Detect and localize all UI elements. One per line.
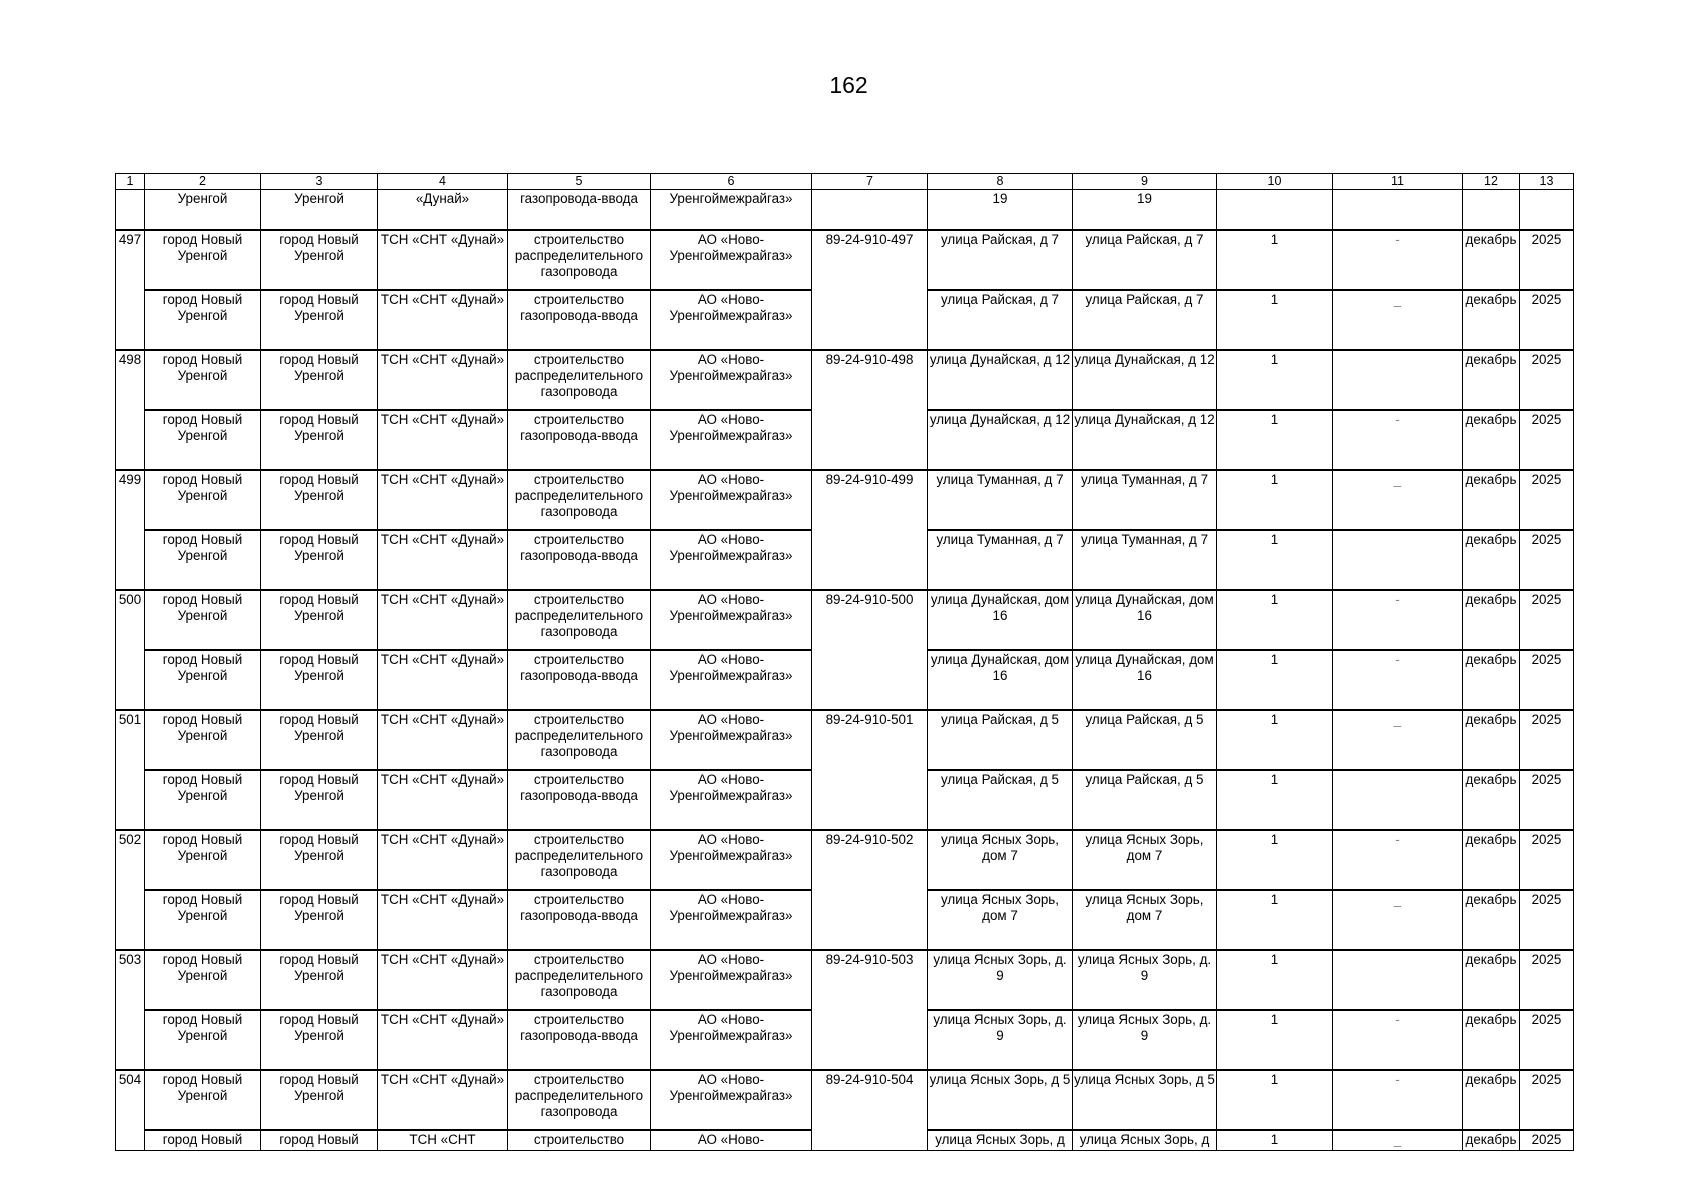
cell-applicant: ТСН «СНТ «Дунай»	[378, 290, 508, 350]
cell-month: декабрь	[1463, 290, 1520, 350]
cell-quantity: 1	[1217, 890, 1333, 950]
register-table	[115, 173, 1574, 1151]
cell-year	[1520, 190, 1574, 231]
table-row	[116, 590, 1574, 650]
cell-object-code: 89-24-910-500	[812, 590, 928, 710]
header-cell-quantity: 10	[1217, 174, 1333, 190]
cell-operator: АО «Ново-Уренгоймежрайгаз»	[651, 590, 812, 650]
cell-settlement: город Новый Уренгой	[145, 890, 261, 950]
cell-address-to: улица Райская, д 5	[1073, 770, 1217, 830]
cell-settlement: город Новый Уренгой	[145, 530, 261, 590]
cell-applicant: ТСН «СНТ «Дунай»	[378, 350, 508, 410]
cell-applicant: «Дунай»	[378, 190, 508, 231]
cell-year: 2025	[1520, 890, 1574, 950]
table-row	[116, 470, 1574, 530]
cell-work-type: строительство распределительного газопровода	[508, 950, 651, 1010]
header-cell-operator: 6	[651, 174, 812, 190]
cell-operator: АО «Ново-	[651, 1130, 812, 1151]
cell-year: 2025	[1520, 470, 1574, 530]
cell-work-type: строительство распределительного газопровода	[508, 1070, 651, 1130]
cell-address-from: улица Ясных Зорь, д 5	[928, 1070, 1073, 1130]
cell-work-type: строительство распределительного газопровода	[508, 350, 651, 410]
cell-work-type: строительство газопровода-ввода	[508, 290, 651, 350]
cell-quantity: 1	[1217, 590, 1333, 650]
cell-note: -	[1333, 1070, 1463, 1130]
cell-municipality: город Новый Уренгой	[261, 710, 378, 770]
cell-row-number: 501	[116, 710, 145, 830]
cell-quantity: 1	[1217, 770, 1333, 830]
cell-settlement: город Новый Уренгой	[145, 770, 261, 830]
cell-municipality: город Новый Уренгой	[261, 1070, 378, 1130]
cell-settlement: город Новый Уренгой	[145, 350, 261, 410]
cell-address-from: улица Туманная, д 7	[928, 530, 1073, 590]
cell-applicant: ТСН «СНТ «Дунай»	[378, 950, 508, 1010]
cell-row-number: 504	[116, 1070, 145, 1151]
cell-row-number: 499	[116, 470, 145, 590]
cell-operator: АО «Ново-Уренгоймежрайгаз»	[651, 890, 812, 950]
cell-address-to: улица Райская, д 7	[1073, 230, 1217, 290]
cell-address-to: улица Ясных Зорь, дом 7	[1073, 890, 1217, 950]
cell-address-to: улица Ясных Зорь, дом 7	[1073, 830, 1217, 890]
cell-month: декабрь	[1463, 590, 1520, 650]
cell-year: 2025	[1520, 770, 1574, 830]
cell-municipality: город Новый Уренгой	[261, 1010, 378, 1070]
cell-month: декабрь	[1463, 350, 1520, 410]
cell-municipality: город Новый Уренгой	[261, 410, 378, 470]
cell-municipality: город Новый Уренгой	[261, 530, 378, 590]
cell-settlement: город Новый Уренгой	[145, 830, 261, 890]
cell-object-code: 89-24-910-502	[812, 830, 928, 950]
cell-applicant: ТСН «СНТ «Дунай»	[378, 650, 508, 710]
cell-month: декабрь	[1463, 770, 1520, 830]
cell-settlement: город Новый	[145, 1130, 261, 1151]
cell-settlement: город Новый Уренгой	[145, 290, 261, 350]
cell-operator: АО «Ново-Уренгоймежрайгаз»	[651, 1010, 812, 1070]
cell-address-from: улица Райская, д 7	[928, 230, 1073, 290]
page-number: 162	[829, 72, 868, 98]
cell-year: 2025	[1520, 530, 1574, 590]
cell-quantity: 1	[1217, 530, 1333, 590]
cell-operator: АО «Ново-Уренгоймежрайгаз»	[651, 830, 812, 890]
cell-address-to: улица Дунайская, д 12	[1073, 410, 1217, 470]
cell-work-type: строительство	[508, 1130, 651, 1151]
cell-note: -	[1333, 590, 1463, 650]
cell-municipality: город Новый Уренгой	[261, 770, 378, 830]
cell-operator: АО «Ново-Уренгоймежрайгаз»	[651, 470, 812, 530]
cell-quantity: 1	[1217, 1130, 1333, 1151]
cell-quantity: 1	[1217, 410, 1333, 470]
cell-note	[1333, 190, 1463, 231]
cell-quantity: 1	[1217, 650, 1333, 710]
cell-operator: АО «Ново-Уренгоймежрайгаз»	[651, 290, 812, 350]
cell-quantity	[1217, 190, 1333, 231]
cell-month: декабрь	[1463, 710, 1520, 770]
cell-row-number	[116, 190, 145, 231]
cell-work-type: строительство распределительного газопровода	[508, 230, 651, 290]
cell-address-from: улица Райская, д 7	[928, 290, 1073, 350]
cell-operator: АО «Ново-Уренгоймежрайгаз»	[651, 1070, 812, 1130]
cell-operator: АО «Ново-Уренгоймежрайгаз»	[651, 710, 812, 770]
cell-year: 2025	[1520, 350, 1574, 410]
cell-work-type: строительство газопровода-ввода	[508, 530, 651, 590]
cell-row-number: 500	[116, 590, 145, 710]
cell-settlement: город Новый Уренгой	[145, 1070, 261, 1130]
cell-year: 2025	[1520, 290, 1574, 350]
cell-month: декабрь	[1463, 1010, 1520, 1070]
cell-settlement: город Новый Уренгой	[145, 410, 261, 470]
cell-quantity: 1	[1217, 710, 1333, 770]
table-row	[116, 950, 1574, 1010]
cell-address-to: улица Дунайская, д 12	[1073, 350, 1217, 410]
header-cell-work-type: 5	[508, 174, 651, 190]
header-cell-object-code: 7	[812, 174, 928, 190]
cell-address-to: улица Ясных Зорь, д. 9	[1073, 950, 1217, 1010]
cell-object-code: 89-24-910-497	[812, 230, 928, 350]
cell-address-to: улица Ясных Зорь, д. 9	[1073, 1010, 1217, 1070]
cell-municipality: город Новый Уренгой	[261, 590, 378, 650]
cell-note	[1333, 950, 1463, 1010]
cell-year: 2025	[1520, 950, 1574, 1010]
cell-work-type: строительство газопровода-ввода	[508, 890, 651, 950]
cell-operator: АО «Ново-Уренгоймежрайгаз»	[651, 410, 812, 470]
cell-address-from: улица Туманная, д 7	[928, 470, 1073, 530]
cell-object-code: 89-24-910-498	[812, 350, 928, 470]
cell-year: 2025	[1520, 830, 1574, 890]
cell-work-type: строительство распределительного газопровода	[508, 830, 651, 890]
cell-applicant: ТСН «СНТ «Дунай»	[378, 710, 508, 770]
cell-settlement: город Новый Уренгой	[145, 470, 261, 530]
cell-address-from: улица Ясных Зорь, д. 9	[928, 950, 1073, 1010]
header-row	[116, 174, 1574, 190]
cell-year: 2025	[1520, 1130, 1574, 1151]
cell-applicant: ТСН «СНТ «Дунай»	[378, 590, 508, 650]
header-cell-address-from: 8	[928, 174, 1073, 190]
continuation-row	[116, 190, 1574, 231]
cell-municipality: город Новый Уренгой	[261, 290, 378, 350]
cell-address-to: 19	[1073, 190, 1217, 231]
cell-municipality: Уренгой	[261, 190, 378, 231]
cell-address-to: улица Дунайская, дом 16	[1073, 590, 1217, 650]
cell-address-to: улица Туманная, д 7	[1073, 530, 1217, 590]
cell-note: -	[1333, 650, 1463, 710]
cell-month: декабрь	[1463, 1130, 1520, 1151]
cell-note: -	[1333, 230, 1463, 290]
cell-year: 2025	[1520, 1010, 1574, 1070]
cell-note: -	[1333, 830, 1463, 890]
cell-settlement: город Новый Уренгой	[145, 1010, 261, 1070]
cell-work-type: строительство газопровода-ввода	[508, 770, 651, 830]
cell-work-type: газопровода-ввода	[508, 190, 651, 231]
cell-address-from: улица Дунайская, д 12	[928, 350, 1073, 410]
cell-address-to: улица Райская, д 5	[1073, 710, 1217, 770]
cell-municipality: город Новый Уренгой	[261, 830, 378, 890]
cell-address-from: 19	[928, 190, 1073, 231]
header-cell-note: 11	[1333, 174, 1463, 190]
cell-operator: АО «Ново-Уренгоймежрайгаз»	[651, 530, 812, 590]
cell-note: -	[1333, 1010, 1463, 1070]
cell-note: _	[1333, 290, 1463, 350]
header-cell-municipality: 3	[261, 174, 378, 190]
cell-note	[1333, 350, 1463, 410]
cell-applicant: ТСН «СНТ «Дунай»	[378, 890, 508, 950]
cell-municipality: город Новый Уренгой	[261, 650, 378, 710]
cell-settlement: город Новый Уренгой	[145, 230, 261, 290]
cell-quantity: 1	[1217, 830, 1333, 890]
table-row	[116, 1070, 1574, 1130]
cell-address-from: улица Ясных Зорь, д	[928, 1130, 1073, 1151]
header-cell-applicant: 4	[378, 174, 508, 190]
cell-address-to: улица Дунайская, дом 16	[1073, 650, 1217, 710]
header-cell-settlement: 2	[145, 174, 261, 190]
cell-work-type: строительство газопровода-ввода	[508, 650, 651, 710]
cell-address-from: улица Дунайская, д 12	[928, 410, 1073, 470]
cell-quantity: 1	[1217, 290, 1333, 350]
cell-month: декабрь	[1463, 650, 1520, 710]
cell-settlement: город Новый Уренгой	[145, 590, 261, 650]
cell-operator: АО «Ново-Уренгоймежрайгаз»	[651, 770, 812, 830]
cell-row-number: 503	[116, 950, 145, 1070]
cell-object-code: 89-24-910-501	[812, 710, 928, 830]
cell-work-type: строительство распределительного газопровода	[508, 710, 651, 770]
cell-municipality: город Новый	[261, 1130, 378, 1151]
cell-applicant: ТСН «СНТ «Дунай»	[378, 1010, 508, 1070]
cell-note: _	[1333, 1130, 1463, 1151]
cell-month: декабрь	[1463, 830, 1520, 890]
cell-settlement: Уренгой	[145, 190, 261, 231]
cell-operator: АО «Ново-Уренгоймежрайгаз»	[651, 350, 812, 410]
cell-address-from: улица Райская, д 5	[928, 770, 1073, 830]
cell-note: -	[1333, 410, 1463, 470]
cell-address-to: улица Ясных Зорь, д	[1073, 1130, 1217, 1151]
cell-year: 2025	[1520, 710, 1574, 770]
cell-month: декабрь	[1463, 950, 1520, 1010]
cell-applicant: ТСН «СНТ «Дунай»	[378, 230, 508, 290]
cell-address-from: улица Райская, д 5	[928, 710, 1073, 770]
cell-applicant: ТСН «СНТ «Дунай»	[378, 410, 508, 470]
cell-quantity: 1	[1217, 1010, 1333, 1070]
cell-applicant: ТСН «СНТ «Дунай»	[378, 1070, 508, 1130]
cell-note: _	[1333, 710, 1463, 770]
cell-operator: АО «Ново-Уренгоймежрайгаз»	[651, 650, 812, 710]
cell-object-code	[812, 190, 928, 231]
cell-municipality: город Новый Уренгой	[261, 890, 378, 950]
cell-month: декабрь	[1463, 410, 1520, 470]
cell-note	[1333, 770, 1463, 830]
cell-month: декабрь	[1463, 890, 1520, 950]
cell-month: декабрь	[1463, 1070, 1520, 1130]
cell-address-from: улица Дунайская, дом 16	[928, 590, 1073, 650]
table-row	[116, 830, 1574, 890]
cell-year: 2025	[1520, 1070, 1574, 1130]
cell-applicant: ТСН «СНТ «Дунай»	[378, 770, 508, 830]
cell-object-code: 89-24-910-504	[812, 1070, 928, 1151]
cell-municipality: город Новый Уренгой	[261, 230, 378, 290]
cell-quantity: 1	[1217, 470, 1333, 530]
cell-month	[1463, 190, 1520, 231]
cell-row-number: 498	[116, 350, 145, 470]
cell-address-from: улица Ясных Зорь, дом 7	[928, 830, 1073, 890]
table-body	[116, 174, 1574, 1151]
cell-municipality: город Новый Уренгой	[261, 950, 378, 1010]
cell-year: 2025	[1520, 590, 1574, 650]
cell-year: 2025	[1520, 230, 1574, 290]
cell-month: декабрь	[1463, 230, 1520, 290]
cell-note: _	[1333, 470, 1463, 530]
cell-month: декабрь	[1463, 470, 1520, 530]
cell-municipality: город Новый Уренгой	[261, 350, 378, 410]
cell-operator: АО «Ново-Уренгоймежрайгаз»	[651, 230, 812, 290]
cell-note: _	[1333, 890, 1463, 950]
cell-quantity: 1	[1217, 1070, 1333, 1130]
cell-month: декабрь	[1463, 530, 1520, 590]
cell-settlement: город Новый Уренгой	[145, 710, 261, 770]
table-row	[116, 710, 1574, 770]
cell-settlement: город Новый Уренгой	[145, 650, 261, 710]
table-row	[116, 230, 1574, 290]
cell-applicant: ТСН «СНТ «Дунай»	[378, 830, 508, 890]
cell-operator: Уренгоймежрайгаз»	[651, 190, 812, 231]
cell-address-to: улица Райская, д 7	[1073, 290, 1217, 350]
cell-address-from: улица Ясных Зорь, дом 7	[928, 890, 1073, 950]
header-cell-row-number: 1	[116, 174, 145, 190]
cell-applicant: ТСН «СНТ «Дунай»	[378, 470, 508, 530]
header-cell-year: 13	[1520, 174, 1574, 190]
cell-address-from: улица Дунайская, дом 16	[928, 650, 1073, 710]
cell-address-to: улица Ясных Зорь, д 5	[1073, 1070, 1217, 1130]
cell-address-from: улица Ясных Зорь, д. 9	[928, 1010, 1073, 1070]
cell-quantity: 1	[1217, 950, 1333, 1010]
cell-note	[1333, 530, 1463, 590]
cell-operator: АО «Ново-Уренгоймежрайгаз»	[651, 950, 812, 1010]
header-cell-month: 12	[1463, 174, 1520, 190]
cell-object-code: 89-24-910-503	[812, 950, 928, 1070]
cell-applicant: ТСН «СНТ «Дунай»	[378, 530, 508, 590]
table-row	[116, 350, 1574, 410]
cell-municipality: город Новый Уренгой	[261, 470, 378, 530]
cell-row-number: 497	[116, 230, 145, 350]
cell-work-type: строительство распределительного газопровода	[508, 590, 651, 650]
cell-settlement: город Новый Уренгой	[145, 950, 261, 1010]
cell-quantity: 1	[1217, 230, 1333, 290]
cell-row-number: 502	[116, 830, 145, 950]
cell-work-type: строительство газопровода-ввода	[508, 1010, 651, 1070]
cell-quantity: 1	[1217, 350, 1333, 410]
cell-year: 2025	[1520, 410, 1574, 470]
header-cell-address-to: 9	[1073, 174, 1217, 190]
cell-year: 2025	[1520, 650, 1574, 710]
cell-applicant: ТСН «СНТ	[378, 1130, 508, 1151]
cell-object-code: 89-24-910-499	[812, 470, 928, 590]
cell-address-to: улица Туманная, д 7	[1073, 470, 1217, 530]
cell-work-type: строительство газопровода-ввода	[508, 410, 651, 470]
cell-work-type: строительство распределительного газопровода	[508, 470, 651, 530]
